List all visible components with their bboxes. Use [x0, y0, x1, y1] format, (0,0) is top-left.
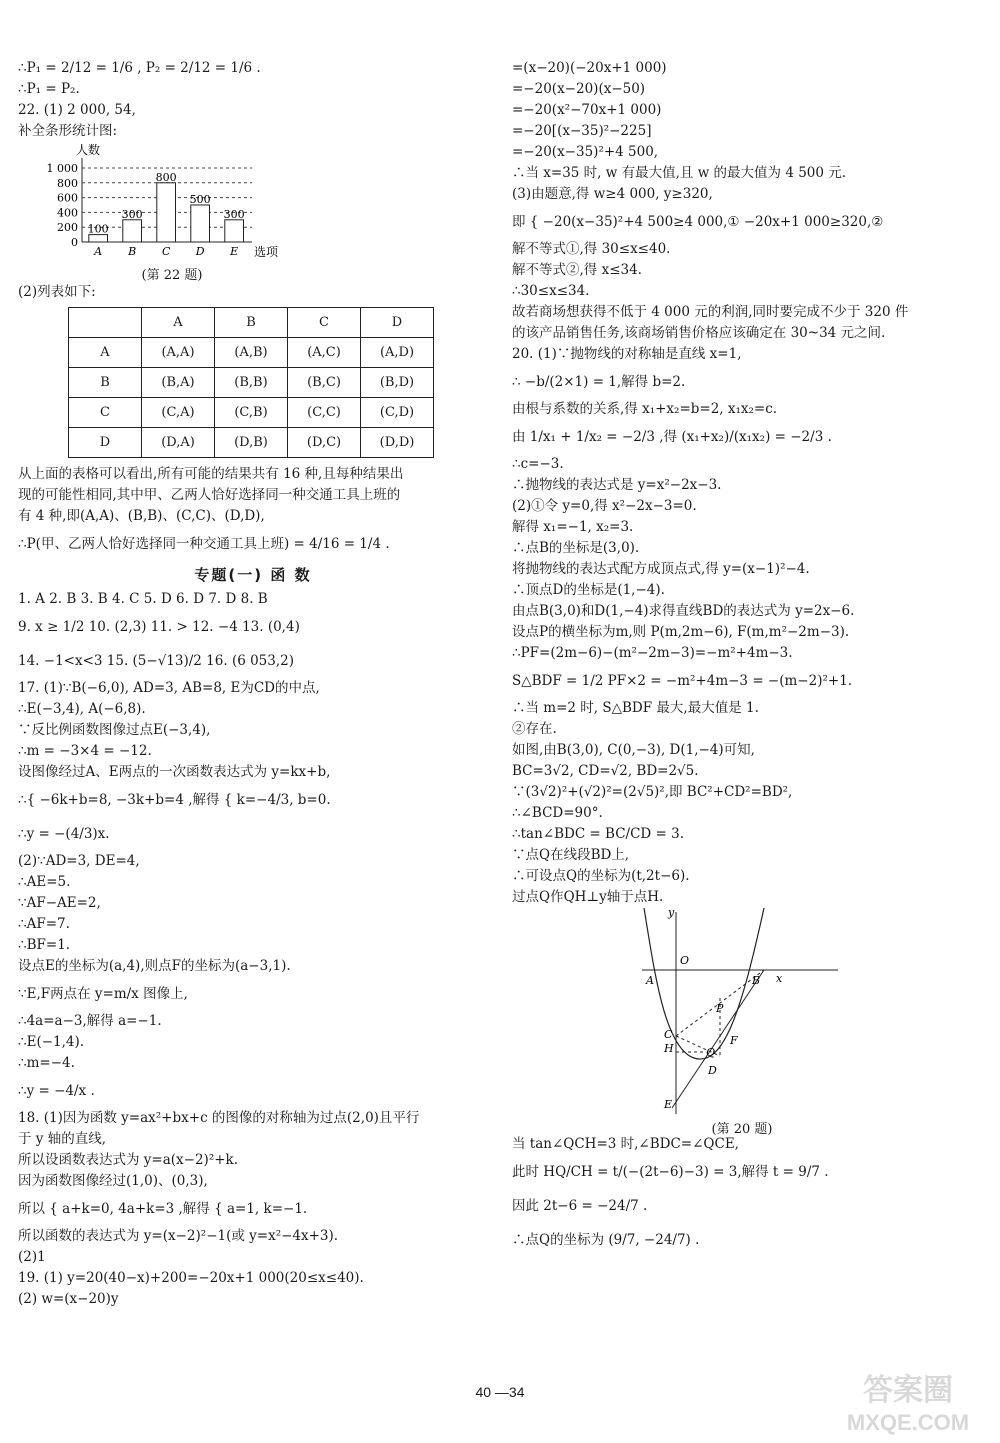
text-line: 22. (1) 2 000, 54, [18, 102, 136, 118]
table-cell: (B,A) [142, 368, 215, 398]
text-line: (2)∵AD=3, DE=4, [18, 853, 140, 869]
text-line: (2) w=(x−20)y [18, 1291, 119, 1307]
table-cell: (D,C) [288, 428, 361, 458]
question-19-continued [512, 58, 982, 344]
text-line: ∴当 x=35 时, w 有最大值,且 w 的最大值为 4 500 元. [512, 165, 847, 181]
text-line: ∴m=−4. [18, 1055, 75, 1071]
line-ed [672, 970, 764, 1108]
text-line: ∴顶点D的坐标是(1,−4). [512, 582, 665, 598]
text-line: =−20(x−20)(x−50) [512, 81, 646, 97]
table-cell: (D,D) [361, 428, 434, 458]
text-line: =−20(x−35)²+4 500, [512, 144, 659, 160]
table-cell: (A,C) [288, 338, 361, 368]
figure-20 [642, 908, 842, 1137]
text-line: ∴P₁ = 2/12 = 1/6 , P₂ = 2/12 = 1/6 . [18, 60, 261, 76]
text-line: 如图,由B(3,0), C(0,−3), D(1,−4)可知, [512, 742, 755, 758]
text-line: 17. (1)∵B(−6,0), AD=3, AB=8, E为CD的中点, [18, 680, 320, 696]
outcome-table [68, 307, 434, 458]
text-line: 解不等式①,得 30≤x≤40. [512, 241, 671, 257]
text-line: ∴ −b/(2×1) = 1,解得 b=2. [512, 374, 686, 390]
text-line: ∴y = −4/x . [18, 1083, 95, 1099]
text-line: ∵E,F两点在 y=m/x 图像上, [18, 986, 188, 1002]
y-tick-label: 600 [57, 191, 78, 205]
svg-text:MXQE.COM: MXQE.COM [846, 1410, 970, 1435]
text-line: ∴y = −(4/3)x. [18, 826, 110, 842]
text-line: 的该产品销售任务,该商场销售价格应该确定在 30~34 元之间. [512, 325, 886, 341]
data-label: 800 [155, 170, 177, 184]
text-line: 补全条形统计图: [18, 123, 118, 139]
bar [191, 205, 210, 242]
parabola-figure [642, 908, 842, 1114]
text-line: (3)由题意,得 w≥4 000, y≥320, [512, 186, 713, 202]
bar-chart-22 [42, 142, 302, 282]
text-line: (2)①令 y=0,得 x²−2x−3=0. [512, 498, 697, 514]
page-number: 40 —34 [475, 1384, 525, 1400]
text-line: 即 { −20(x−35)²+4 500≥4 000,① −20x+1 000≥320,② [512, 214, 884, 230]
fig-label-y: y [668, 908, 675, 919]
table-cell: (A,A) [142, 338, 215, 368]
fig-label-h: H [664, 1042, 674, 1055]
bar [157, 183, 176, 242]
text-line: ∴点B的坐标是(3,0). [512, 540, 640, 556]
x-tick-label: A [94, 245, 103, 258]
answer-line: 9. x ≥ 1/2 10. (2,3) 11. > 12. −4 13. (0,4) [18, 619, 300, 635]
fig-label-p: P [716, 1002, 724, 1015]
text-line: ∴m = −3×4 = −12. [18, 743, 152, 759]
text-line: 过点Q作QH⊥y轴于点H. [512, 889, 664, 905]
text-line: (2)1 [18, 1249, 46, 1265]
text-line: =(x−20)(−20x+1 000) [512, 60, 667, 76]
table-cell: (C,A) [142, 398, 215, 428]
fig-label-f: F [730, 1034, 738, 1047]
data-label: 300 [223, 207, 245, 221]
text-line: 有 4 种,即(A,A)、(B,B)、(C,C)、(D,D), [18, 508, 265, 524]
text-line: ∴{ −6k+b=8, −3k+b=4 ,解得 { k=−4/3, b=0. [18, 792, 331, 808]
table-header [69, 308, 142, 338]
answer-line: 1. A 2. B 3. B 4. C 5. D 6. D 7. D 8. B [18, 591, 268, 607]
y-tick-label: 400 [57, 206, 78, 220]
table-cell: (D,A) [142, 428, 215, 458]
text-line: S△BDF = 1/2 PF×2 = −m²+4m−3 = −(m−2)²+1. [512, 673, 853, 689]
text-line: 设点P的横坐标为m,则 P(m,2m−6), F(m,m²−2m−3). [512, 624, 850, 640]
question-20 [512, 344, 982, 908]
text-line: ∴tan∠BDC = BC/CD = 3. [512, 826, 685, 842]
text-line: ∴E(−3,4), A(−6,8). [18, 701, 146, 717]
table-cell: C [69, 398, 142, 428]
data-label: 100 [87, 222, 109, 236]
question-17 [18, 678, 488, 1108]
table-cell: (B,B) [215, 368, 288, 398]
text-line: 19. (1) y=20(40−x)+200=−20x+1 000(20≤x≤40). [18, 1270, 364, 1286]
text-line: 所以设函数表达式为 y=a(x−2)²+k. [18, 1152, 239, 1168]
table-cell: (D,B) [215, 428, 288, 458]
text-line: ∴P(甲、乙两人恰好选择同一种交通工具上班) = 4/16 = 1/4 . [18, 536, 390, 552]
text-line: ∴c=−3. [512, 456, 564, 472]
text-line: 所以函数的表达式为 y=(x−2)²−1(或 y=x²−4x+3). [18, 1228, 339, 1244]
text-line: ∴可设点Q的坐标为(t,2t−6). [512, 868, 690, 884]
text-line: BC=3√2, CD=√2, BD=2√5. [512, 763, 699, 779]
table-row [69, 368, 434, 398]
watermark-logo [828, 1360, 988, 1440]
x-tick-label: C [161, 245, 171, 258]
text-line: 由根与系数的关系,得 x₁+x₂=b=2, x₁x₂=c. [512, 401, 778, 417]
text-line: 设点E的坐标为(a,4),则点F的坐标为(a−3,1). [18, 958, 291, 974]
question-19 [18, 1268, 488, 1310]
text-line: 18. (1)因为函数 y=ax²+bx+c 的图像的对称轴为过点(2,0)且平行 [18, 1110, 420, 1126]
table-cell: (B,D) [361, 368, 434, 398]
table-cell: (C,B) [215, 398, 288, 428]
svg-text:答案圈: 答案圈 [863, 1373, 953, 1408]
text-line: 现的可能性相同,其中甲、乙两人恰好选择同一种交通工具上班的 [18, 487, 401, 503]
text-line: 将抛物线的表达式配方成顶点式,得 y=(x−1)²−4. [512, 561, 810, 577]
fig-label-o: O [680, 954, 690, 967]
text-line: 解得 x₁=−1, x₂=3. [512, 519, 634, 535]
figure-caption: (第 20 题) [711, 1122, 773, 1137]
text-line: 解不等式②,得 x≤34. [512, 262, 642, 278]
x-tick-label: D [195, 245, 205, 258]
table-row [69, 338, 434, 368]
fig-label-e: E [664, 1098, 673, 1111]
fig-label-d: D [708, 1064, 717, 1077]
answer-line: 14. −1<x<3 15. (5−√13)/2 16. (6 053,2) [18, 653, 295, 669]
parabola-curve [644, 908, 764, 1059]
table-cell: (A,D) [361, 338, 434, 368]
text-line: 当 tan∠QCH=3 时,∠BDC=∠QCE, [512, 1136, 739, 1152]
text-line: ∵反比例函数图像过点E(−3,4), [18, 722, 211, 738]
fig-label-x: x [776, 972, 783, 985]
text-line: ∴4a=a−3,解得 a=−1. [18, 1013, 162, 1029]
text-line: 由 1/x₁ + 1/x₂ = −2/3 ,得 (x₁+x₂)/(x₁x₂) = −2/3 . [512, 429, 832, 445]
y-tick-label: 0 [71, 236, 78, 249]
fig-label-a: A [646, 974, 654, 987]
text-line: (2)列表如下: [18, 284, 96, 300]
text-line: 20. (1)∵抛物线的对称轴是直线 x=1, [512, 346, 742, 362]
chart-xlabel: 选项 [254, 245, 279, 259]
text-line: ∴当 m=2 时, S△BDF 最大,最大值是 1. [512, 700, 759, 716]
text-line: =−20(x²−70x+1 000) [512, 102, 662, 118]
text-line: ∵AF−AE=2, [18, 895, 101, 911]
text-line: ∴点Q的坐标为 (9/7, −24/7) . [512, 1232, 700, 1248]
table-row [69, 398, 434, 428]
text-line: ②存在. [512, 721, 557, 737]
table-header: D [361, 308, 434, 338]
bar [89, 235, 108, 242]
text-line: ∴AE=5. [18, 874, 71, 890]
text-line: ∵(3√2)²+(√2)²=(2√5)²,即 BC²+CD²=BD², [512, 784, 793, 800]
bar [123, 220, 142, 242]
data-label: 300 [121, 207, 143, 221]
x-tick-label: B [128, 245, 137, 258]
text-line: ∴30≤x≤34. [512, 283, 590, 299]
bar-chart-svg [42, 142, 302, 260]
chart-ylabel: 人数 [76, 143, 101, 157]
text-line: 此时 HQ/CH = t/(−(2t−6)−3) = 3,解得 t = 9/7 . [512, 1164, 829, 1180]
y-tick-label: 200 [57, 221, 78, 235]
text-line: ∴E(−1,4). [18, 1034, 85, 1050]
bar [225, 220, 244, 242]
question-20-end [512, 1134, 982, 1257]
text-line: ∴∠BCD=90°. [512, 805, 603, 821]
table-cell: (C,C) [288, 398, 361, 428]
chart-caption: (第 22 题) [141, 268, 203, 283]
text-line: ∴P₁ = P₂. [18, 81, 80, 97]
right-column [512, 58, 982, 1257]
text-line: ∵点Q在线段BD上, [512, 847, 630, 863]
table-cell: A [69, 338, 142, 368]
table-header: A [142, 308, 215, 338]
text-line: 所以 { a+k=0, 4a+k=3 ,解得 { a=1, k=−1. [18, 1201, 308, 1217]
text-line: ∴AF=7. [18, 916, 70, 932]
text-line: 由点B(3,0)和D(1,−4)求得直线BD的表达式为 y=2x−6. [512, 603, 855, 619]
text-line: 因此 2t−6 = −24/7 . [512, 1198, 648, 1214]
fig-label-c: C [664, 1028, 673, 1041]
text-line: =−20[(x−35)²−225] [512, 123, 652, 139]
text-line: ∴抛物线的表达式是 y=x²−2x−3. [512, 477, 722, 493]
text-line: 设图像经过A、E两点的一次函数表达式为 y=kx+b, [18, 764, 331, 780]
fig-label-b: B [752, 974, 761, 987]
table-row [69, 428, 434, 458]
table-cell: (A,B) [215, 338, 288, 368]
table-cell: (C,D) [361, 398, 434, 428]
text-line: 故若商场想获得不低于 4 000 元的利润,同时要完成不少于 320 件 [512, 304, 909, 320]
text-line: 于 y 轴的直线, [18, 1131, 107, 1147]
text-line: 从上面的表格可以看出,所有可能的结果共有 16 种,且每种结果出 [18, 466, 404, 482]
text-line: ∴BF=1. [18, 937, 71, 953]
table-cell: D [69, 428, 142, 458]
text-line: ∴PF=(2m−6)−(m²−2m−3)=−m²+4m−3. [512, 645, 793, 661]
text-line: 因为函数图像经过(1,0)、(0,3), [18, 1173, 208, 1189]
fig-label-q: Q [706, 1046, 716, 1059]
question-18 [18, 1108, 488, 1268]
left-column [18, 58, 488, 1310]
table-header: B [215, 308, 288, 338]
table-cell: B [69, 368, 142, 398]
table-header: C [288, 308, 361, 338]
section-title: 专题(一) 函 数 [194, 566, 312, 584]
y-tick-label: 800 [57, 176, 78, 190]
table-cell: (B,C) [288, 368, 361, 398]
y-tick-label: 1 000 [46, 162, 78, 175]
data-label: 500 [189, 193, 211, 206]
x-tick-label: E [230, 245, 239, 258]
